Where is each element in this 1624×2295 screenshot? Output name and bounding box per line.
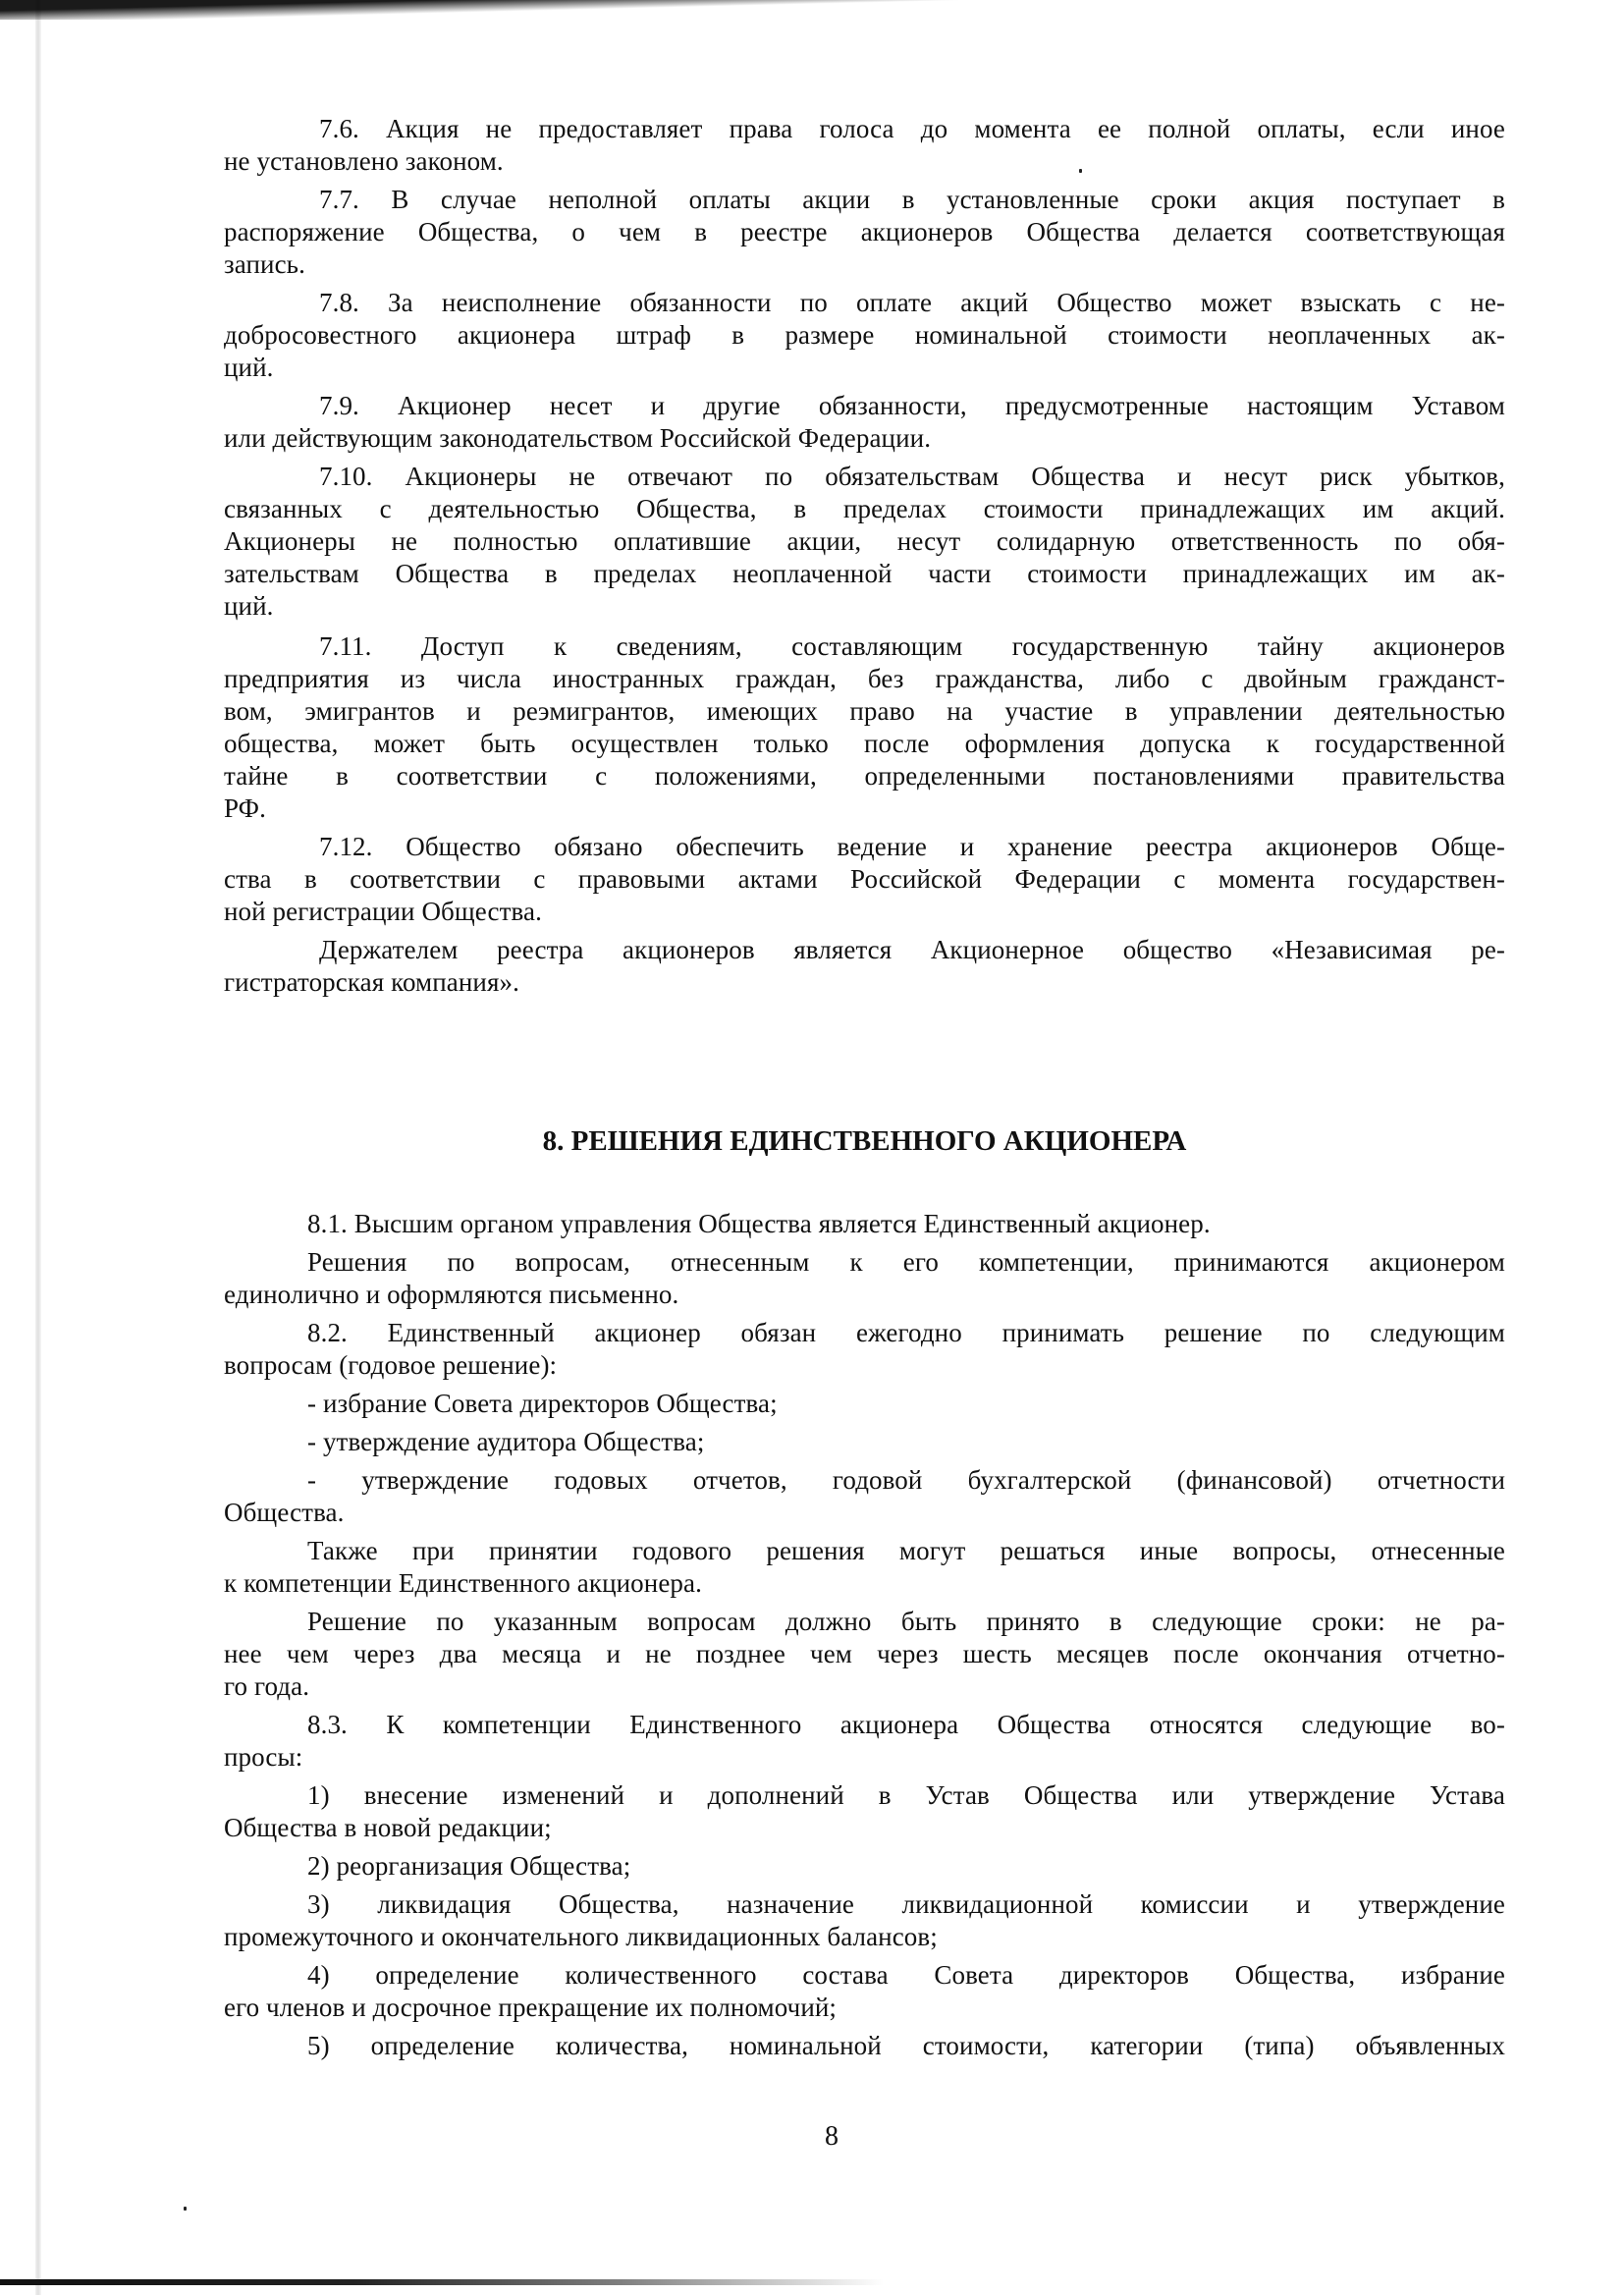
text-line: 8.1. Высшим органом управления Общества является Единственный акционер. — [307, 1209, 1211, 1238]
text-line: ций. — [224, 353, 274, 382]
scan-speck — [184, 2207, 187, 2211]
text-line: 1) внесение изменений и дополнений в Устав Общества или утверждение Устава — [307, 1780, 1505, 1810]
text-line: го года. — [224, 1671, 310, 1701]
text-line: 3) ликвидация Общества, назначение ликвидационной комиссии и утверждение — [307, 1889, 1505, 1919]
section-7-body — [224, 113, 1505, 1005]
text-line: гистраторская компания». — [224, 967, 519, 997]
text-line: Общества в новой редакции; — [224, 1813, 552, 1842]
text-line: Держателем реестра акционеров является Акционерное общество «Независимая ре- — [319, 935, 1505, 964]
list-item-8-3-1 — [224, 1779, 1505, 1844]
text-line: добросовестного акционера штраф в размере номинальной стоимости неоплаченных ак- — [224, 320, 1505, 350]
text-line: единолично и оформляются письменно. — [224, 1280, 679, 1309]
paragraph-8-3 — [224, 1709, 1505, 1774]
text-line: Решения по вопросам, отнесенным к его компетенции, принимаются акционером — [307, 1247, 1505, 1277]
text-line: просы: — [224, 1742, 303, 1772]
scan-bottom-edge-shadow — [0, 2279, 884, 2285]
text-line: - утверждение годовых отчетов, годовой бухгалтерской (финансовой) отчетности — [307, 1465, 1505, 1495]
text-line: Акционеры не полностью оплатившие акции, несут солидарную ответственность по обя- — [224, 526, 1505, 556]
text-line: - утверждение аудитора Общества; — [307, 1427, 705, 1456]
text-line: не установлено законом. — [224, 146, 504, 176]
section-8-heading: 8. РЕШЕНИЯ ЕДИНСТВЕННОГО АКЦИОНЕРА — [542, 1125, 1187, 1157]
text-line: 7.11. Доступ к сведениям, составляющим государственную тайну акционеров — [319, 631, 1505, 661]
text-line: Решение по указанным вопросам должно быть принято в следующие сроки: не ра- — [307, 1607, 1505, 1636]
paragraph-7-8 — [224, 287, 1505, 384]
text-line: тайне в соответствии с положениями, определенными постановлениями правительства — [224, 761, 1505, 791]
text-line: 7.10. Акционеры не отвечают по обязательствам Общества и несут риск убытков, — [319, 462, 1505, 491]
text-line: ства в соответствии с правовыми актами Российской Федерации с момента государствен- — [224, 864, 1505, 894]
list-item-annual-reports — [224, 1464, 1505, 1529]
paragraph-7-7 — [224, 184, 1505, 281]
page-number: 8 — [825, 2121, 839, 2152]
paragraph-registry-holder — [224, 934, 1505, 999]
list-item-board-election — [224, 1388, 1505, 1420]
paragraph-decision-deadlines — [224, 1606, 1505, 1703]
paragraph-8-2 — [224, 1317, 1505, 1382]
text-line: Также при принятии годового решения могут решаться иные вопросы, отнесенные — [307, 1536, 1505, 1565]
text-line: нее чем через два месяца и не позднее чем через шесть месяцев после окончания отчетно- — [224, 1639, 1505, 1668]
text-line: промежуточного и окончательного ликвидационных балансов; — [224, 1922, 938, 1951]
text-line: 5) определение количества, номинальной стоимости, категории (типа) объявленных — [307, 2031, 1505, 2060]
section-8-body — [224, 1208, 1505, 2068]
text-line: общества, может быть осуществлен только после оформления допуска к государственной — [224, 729, 1505, 758]
text-line: - избрание Совета директоров Общества; — [307, 1389, 778, 1418]
text-line: его членов и досрочное прекращение их полномочий; — [224, 1993, 838, 2022]
paragraph-7-10 — [224, 461, 1505, 623]
text-line: 7.12. Общество обязано обеспечить ведение и хранение реестра акционеров Обще- — [319, 832, 1505, 861]
text-line: 4) определение количественного состава Совета директоров Общества, избрание — [307, 1960, 1505, 1990]
paragraph-7-9 — [224, 390, 1505, 455]
text-line: распоряжение Общества, о чем в реестре акционеров Общества делается соответствующая — [224, 217, 1505, 246]
list-item-8-3-3 — [224, 1888, 1505, 1953]
text-line: вом, эмигрантов и реэмигрантов, имеющих право на участие в управлении деятельностью — [224, 696, 1505, 726]
paragraph-7-12 — [224, 831, 1505, 928]
list-item-8-3-4 — [224, 1959, 1505, 2024]
text-line: или действующим законодательством Российской Федерации. — [224, 423, 932, 453]
text-line: РФ. — [224, 793, 266, 823]
list-item-8-3-2 — [224, 1850, 1505, 1883]
scan-left-edge-shadow — [35, 0, 41, 2295]
list-item-8-3-5 — [224, 2030, 1505, 2062]
text-line: ций. — [224, 591, 274, 621]
text-line: 7.8. За неисполнение обязанности по оплате акций Общество может взыскать с не- — [319, 288, 1505, 317]
text-line: 8.3. К компетенции Единственного акционера Общества относятся следующие во- — [307, 1710, 1505, 1739]
text-line: предприятия из числа иностранных граждан, без гражданства, либо с двойным гражданст- — [224, 664, 1505, 693]
text-line: 7.7. В случае неполной оплаты акции в установленные сроки акция поступает в — [319, 185, 1505, 214]
text-line: ной регистрации Общества. — [224, 897, 542, 926]
text-line: вопросам (годовое решение): — [224, 1350, 558, 1380]
paragraph-8-1 — [224, 1208, 1505, 1240]
text-line: зательствам Общества в пределах неоплаченной части стоимости принадлежащих им ак- — [224, 559, 1505, 588]
text-line: 7.6. Акция не предоставляет права голоса до момента ее полной оплаты, если иное — [319, 114, 1505, 143]
text-line: Общества. — [224, 1498, 345, 1527]
scan-top-edge-shadow — [0, 0, 1624, 20]
text-line: к компетенции Единственного акционера. — [224, 1568, 702, 1598]
paragraph-other-questions — [224, 1535, 1505, 1600]
text-line: 2) реорганизация Общества; — [307, 1851, 631, 1881]
text-line: запись. — [224, 249, 305, 279]
paragraph-7-11 — [224, 630, 1505, 825]
text-line: 8.2. Единственный акционер обязан ежегодно принимать решение по следующим — [307, 1318, 1505, 1347]
text-line: 7.9. Акционер несет и другие обязанности, предусмотренные настоящим Уставом — [319, 391, 1505, 420]
paragraph-7-6 — [224, 113, 1505, 178]
paragraph-8-1-decisions — [224, 1246, 1505, 1311]
list-item-auditor-approval — [224, 1426, 1505, 1458]
text-line: связанных с деятельностью Общества, в пределах стоимости принадлежащих им акций. — [224, 494, 1505, 523]
